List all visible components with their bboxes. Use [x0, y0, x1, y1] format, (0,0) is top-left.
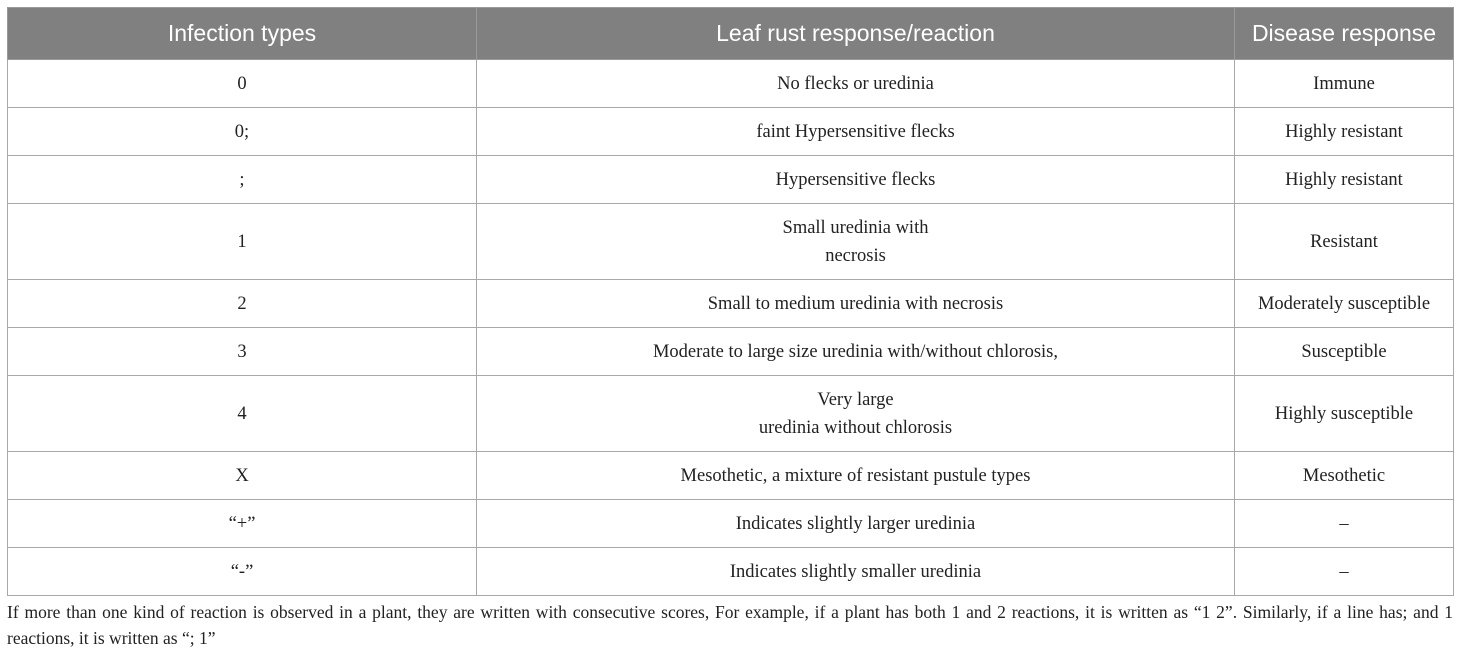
reaction-cell [477, 60, 1235, 108]
header-row [8, 8, 1454, 60]
infection-type-cell: ; [8, 156, 477, 204]
table-row [8, 156, 1454, 204]
header-disease-response: Disease response [1235, 8, 1454, 60]
reaction-cell [477, 156, 1235, 204]
reaction-cell [477, 108, 1235, 156]
table-row [8, 60, 1454, 108]
infection-type-cell: “+” [8, 500, 477, 548]
reaction-cell [477, 500, 1235, 548]
reaction-cell [477, 280, 1235, 328]
infection-type-cell: X [8, 452, 477, 500]
reaction-cell [477, 548, 1235, 596]
table-row [8, 452, 1454, 500]
disease-response-cell: – [1235, 500, 1454, 548]
header-infection-types: Infection types [8, 8, 477, 60]
disease-response-cell: Moderately susceptible [1235, 280, 1454, 328]
reaction-line: Moderate to large size uredinia with/without chlorosis, [652, 341, 1059, 362]
reaction-line: Very large [817, 389, 894, 410]
disease-response-cell: Highly resistant [1235, 108, 1454, 156]
reaction-cell [477, 328, 1235, 376]
reaction-cell [477, 376, 1235, 452]
table-container [7, 7, 1453, 651]
infection-type-cell: “-” [8, 548, 477, 596]
infection-type-cell: 1 [8, 204, 477, 280]
infection-type-cell: 0 [8, 60, 477, 108]
infection-type-cell: 0; [8, 108, 477, 156]
reaction-line: Small uredinia with [782, 217, 929, 238]
disease-response-cell: Mesothetic [1235, 452, 1454, 500]
reaction-line: Indicates slightly larger uredinia [735, 513, 976, 534]
infection-type-cell: 4 [8, 376, 477, 452]
reaction-cell [477, 204, 1235, 280]
table-row [8, 328, 1454, 376]
reaction-line: Hypersensitive flecks [775, 169, 936, 190]
disease-response-cell: Resistant [1235, 204, 1454, 280]
table-body [8, 60, 1454, 596]
disease-response-cell: Susceptible [1235, 328, 1454, 376]
reaction-cell [477, 452, 1235, 500]
table-footnote: If more than one kind of reaction is observed in a plant, they are written with consecutive scores, For example, if a plant has both 1 and 2 reactions, it is written as “1 2”. Similarly, if a line has; and 1 reactions, it is written as “; 1” [7, 602, 1453, 648]
reaction-line: faint Hypersensitive flecks [756, 121, 955, 142]
table-row [8, 548, 1454, 596]
infection-type-cell: 2 [8, 280, 477, 328]
disease-response-cell: Immune [1235, 60, 1454, 108]
table-row [8, 204, 1454, 280]
reaction-line: No flecks or uredinia [777, 73, 934, 94]
infection-type-cell: 3 [8, 328, 477, 376]
reaction-line: Mesothetic, a mixture of resistant pustule types [680, 465, 1031, 486]
header-leaf-rust-reaction: Leaf rust response/reaction [477, 8, 1235, 60]
table-row [8, 376, 1454, 452]
disease-response-cell: – [1235, 548, 1454, 596]
table-row [8, 108, 1454, 156]
table-row [8, 280, 1454, 328]
reaction-line: necrosis [825, 245, 886, 266]
disease-response-cell: Highly resistant [1235, 156, 1454, 204]
disease-response-cell: Highly susceptible [1235, 376, 1454, 452]
reaction-line: Small to medium uredinia with necrosis [707, 293, 1004, 314]
reaction-line: uredinia without chlorosis [758, 417, 953, 438]
reaction-line: Indicates slightly smaller uredinia [729, 561, 982, 582]
infection-types-table [7, 7, 1454, 596]
table-row [8, 500, 1454, 548]
